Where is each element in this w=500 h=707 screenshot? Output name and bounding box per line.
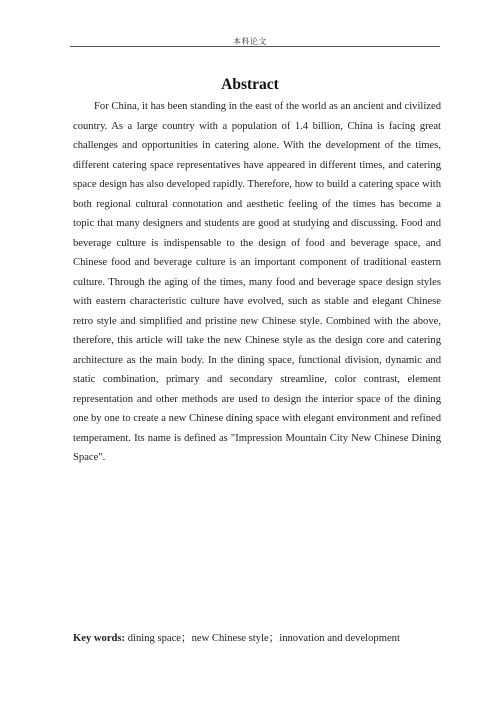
running-header: 本科论文 — [233, 37, 267, 46]
keywords-label: Key words: — [73, 633, 126, 644]
abstract-body: For China, it has been standing in the east of the world as an ancient and civilized country. As a large country with a population of 1.4 billion, China is facing great challenges and opportunities in catering alone. With the development of the times, different catering space representatives have appeared in different times, and catering space design has also developed rapidly. Therefore, how to build a catering space with both regional cultural connotation and aesthetic feeling of the times has become a topic that many designers and students are good at studying and discussing. Food and beverage culture is indispensable to the design of food and beverage space, and Chinese food and beverage culture is an important component of traditional eastern culture. Through the aging of the times, many food and beverage space design styles with eastern characteristic culture have evolved, such as stable and elegant Chinese retro style and simplified and pristine new Chinese style. Combined with the above, therefore, this article will take the new Chinese style as the design core and catering architecture as the main body. In the dining space, functional division, dynamic and static combination, primary and secondary streamline, color contrast, element representation and other methods are used to design the interior space of the dining one by one to create a new Chinese dining space with elegant environment and refined temperament. Its name is defined as "Impression Mountain City New Chinese Dining Space". — [73, 101, 441, 463]
keywords-value: dining space；new Chinese style；innovation and development — [125, 633, 400, 644]
header-divider — [70, 46, 440, 47]
keywords-line — [73, 630, 441, 645]
abstract-title: Abstract — [221, 76, 279, 93]
